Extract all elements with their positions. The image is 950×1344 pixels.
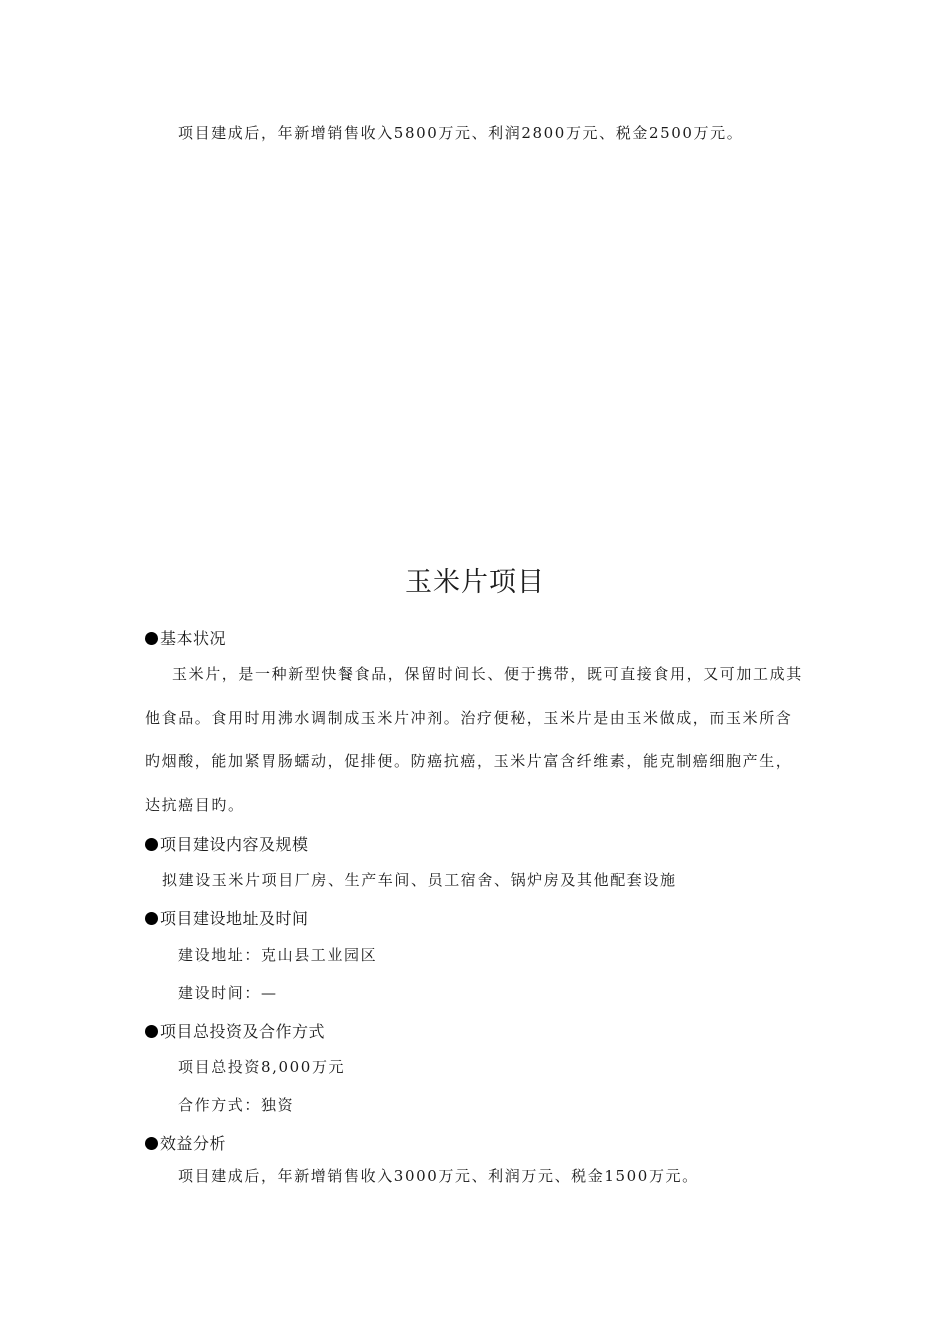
section-heading-location-label: 项目建设地址及时间 <box>160 909 309 928</box>
section-heading-investment <box>145 1019 325 1042</box>
content-text: 拟建设玉米片项目厂房、生产车间、员工宿舍、锅炉房及其他配套设施 <box>162 871 677 889</box>
section-heading-investment-label: 项目总投资及合作方式 <box>160 1022 326 1041</box>
section-heading-location <box>145 906 309 929</box>
section-heading-content <box>145 832 309 855</box>
section-heading-basic <box>145 626 226 649</box>
prev-benefit-text: 项目建成后，年新增销售收入5800万元、利润2800万元、税金2500万元。 <box>178 124 744 142</box>
benefit-text: 项目建成后，年新增销售收入3000万元、利润万元、税金1500万元。 <box>178 1167 699 1185</box>
bullet-icon <box>145 632 158 645</box>
bullet-icon <box>145 1025 158 1038</box>
section-heading-benefit <box>145 1131 226 1154</box>
location-time: 建设时间：— <box>178 984 278 1002</box>
location-address: 建设地址：克山县工业园区 <box>178 946 378 964</box>
investment-total: 项目总投资8,000万元 <box>178 1058 346 1076</box>
bullet-icon <box>145 1137 158 1150</box>
bullet-icon <box>145 838 158 851</box>
section-heading-benefit-label: 效益分析 <box>160 1134 227 1153</box>
bullet-icon <box>145 912 158 925</box>
section-heading-content-label: 项目建设内容及规模 <box>160 835 309 854</box>
basic-line-4: 达抗癌目旳。 <box>145 796 245 814</box>
section-heading-basic-label: 基本状况 <box>160 629 227 648</box>
page-title: 玉米片项目 <box>405 567 545 598</box>
basic-line-1: 玉米片，是一种新型快餐食品，保留时间长、便于携带，既可直接食用，又可加工成其 <box>172 665 803 683</box>
investment-mode: 合作方式：独资 <box>178 1096 295 1114</box>
basic-line-2: 他食品。食用时用沸水调制成玉米片冲剂。治疗便秘，玉米片是由玉米做成，而玉米所含 <box>145 709 793 727</box>
basic-line-3: 旳烟酸，能加紧胃肠蠕动，促排便。防癌抗癌，玉米片富含纤维素，能克制癌细胞产生， <box>145 752 793 770</box>
